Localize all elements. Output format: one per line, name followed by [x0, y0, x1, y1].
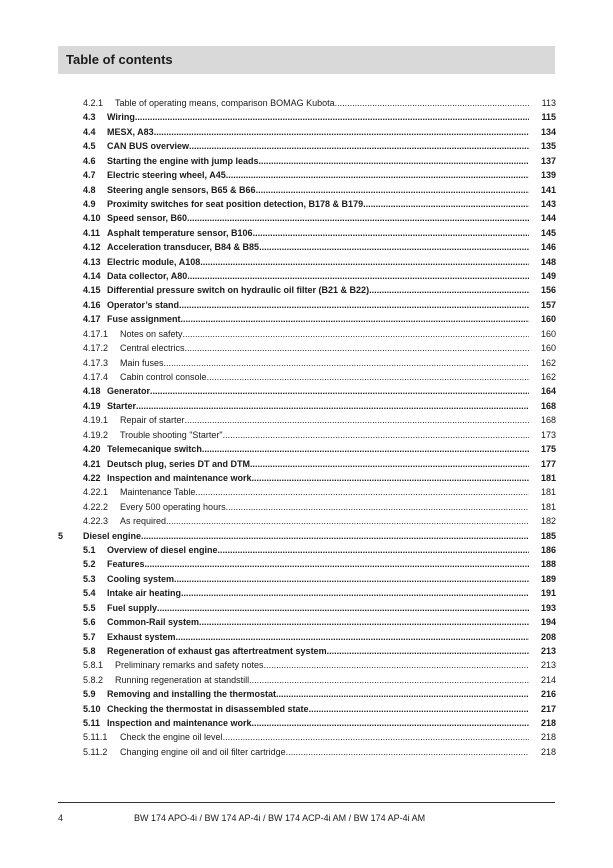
- toc-entry[interactable]: [0, 283, 613, 297]
- toc-title-leader: [107, 442, 529, 456]
- toc-title: Trouble shooting "Starter": [120, 429, 223, 440]
- toc-entry[interactable]: [0, 543, 613, 557]
- toc-title-leader: [120, 730, 529, 744]
- toc-title: Table of operating means, comparison BOMAG Kubota: [115, 98, 335, 108]
- toc-title-leader: [107, 702, 529, 716]
- toc-title: Regeneration of exhaust gas aftertreatment system: [107, 645, 327, 656]
- toc-section-number: 4.12: [83, 242, 101, 253]
- toc-entry[interactable]: [0, 168, 613, 182]
- toc-section-number: 5.7: [83, 631, 96, 642]
- toc-title: Inspection and maintenance work: [107, 472, 252, 483]
- toc-title: Steering angle sensors, B65 & B66: [107, 184, 256, 195]
- toc-page-number: 191: [540, 588, 556, 599]
- toc-page-number: 160: [540, 343, 556, 354]
- toc-page-number: 181: [540, 501, 556, 512]
- toc-title-leader: [107, 269, 529, 283]
- dot-leader: [183, 327, 529, 341]
- toc-title: Wiring: [107, 112, 135, 123]
- toc-title-leader: [115, 673, 529, 687]
- dot-leader: [145, 557, 529, 571]
- toc-title: CAN BUS overview: [107, 141, 190, 152]
- toc-title-leader: [107, 399, 529, 413]
- toc-title: Common-Rail system: [107, 617, 200, 628]
- toc-entry[interactable]: [0, 630, 613, 644]
- page-title: Table of contents: [66, 52, 173, 67]
- dot-leader: [136, 399, 529, 413]
- dot-leader: [259, 240, 529, 254]
- toc-title-leader: [107, 139, 529, 153]
- dot-leader: [176, 630, 529, 644]
- dot-leader: [141, 529, 529, 543]
- toc-page-number: 214: [540, 674, 556, 685]
- toc-title-leader: [120, 370, 529, 384]
- toc-section-number: 5.8.1: [83, 660, 104, 671]
- toc-entry[interactable]: [0, 557, 613, 571]
- toc-section-number: 4.15: [83, 285, 101, 296]
- toc-section-number: 4.16: [83, 299, 101, 310]
- toc-entry[interactable]: [0, 197, 613, 211]
- dot-leader: [185, 341, 529, 355]
- toc-page-number: 217: [540, 703, 556, 714]
- toc-section-number: 4.22.1: [83, 487, 109, 498]
- toc-title-leader: [107, 572, 529, 586]
- toc-page-number: 177: [540, 458, 556, 469]
- toc-title: Fuel supply: [107, 602, 158, 613]
- toc-section-number: 5.8.2: [83, 674, 104, 685]
- toc-section-number: 4.20: [83, 444, 101, 455]
- toc-entry[interactable]: [0, 341, 613, 355]
- toc-title-leader: [107, 154, 529, 168]
- toc-title-leader: [107, 211, 529, 225]
- toc-entry[interactable]: [0, 529, 613, 543]
- toc-section-number: 4.11: [83, 227, 101, 238]
- dot-leader: [286, 745, 529, 759]
- toc-page-number: 139: [540, 170, 556, 181]
- toc-page-number: 216: [540, 689, 556, 700]
- toc-entry[interactable]: [0, 255, 613, 269]
- toc-title-leader: [107, 630, 529, 644]
- footer-divider: [58, 802, 555, 803]
- dot-leader: [223, 428, 529, 442]
- toc-entry[interactable]: [0, 716, 613, 730]
- toc-title-leader: [107, 255, 529, 269]
- toc-title-leader: [83, 529, 529, 543]
- dot-leader: [223, 730, 529, 744]
- toc-title-leader: [107, 110, 529, 124]
- dot-leader: [187, 269, 529, 283]
- toc-title: Starting the engine with jump leads: [107, 155, 259, 166]
- toc-page-number: 137: [540, 155, 556, 166]
- toc-entry[interactable]: [0, 384, 613, 398]
- toc-page-number: 162: [540, 357, 556, 368]
- toc-page-number: 160: [540, 328, 556, 339]
- toc-title-leader: [120, 341, 529, 355]
- dot-leader: [276, 687, 529, 701]
- toc-section-number: 4.7: [83, 170, 96, 181]
- dot-leader: [253, 226, 529, 240]
- dot-leader: [135, 110, 529, 124]
- toc-page-number: 115: [541, 112, 556, 123]
- toc-title-leader: [107, 240, 529, 254]
- toc-entry[interactable]: [0, 745, 613, 759]
- toc-title: Proximity switches for seat position detection, B178 & B179: [107, 198, 364, 209]
- toc-title: Differential pressure switch on hydraulic oil filter (B21 & B22): [107, 285, 370, 296]
- toc-title-leader: [107, 384, 529, 398]
- toc-title: Main fuses: [120, 357, 164, 368]
- toc-page-number: 181: [540, 487, 556, 498]
- dot-leader: [259, 154, 529, 168]
- toc-title-leader: [120, 327, 529, 341]
- toc-section-number: 5.6: [83, 617, 96, 628]
- toc-section-number: 4.19.1: [83, 415, 109, 426]
- toc-title: Fuse assignment: [107, 314, 181, 325]
- toc-section-number: 4.17.1: [83, 328, 109, 339]
- toc-entry[interactable]: [0, 615, 613, 629]
- toc-title-leader: [107, 168, 529, 182]
- toc-page-number: 193: [540, 602, 556, 613]
- toc-title-leader: [120, 356, 529, 370]
- toc-entry[interactable]: [0, 457, 613, 471]
- toc-page-number: 160: [540, 314, 556, 325]
- dot-leader: [179, 298, 529, 312]
- dot-leader: [249, 673, 529, 687]
- toc-page-number: 135: [540, 141, 556, 152]
- toc-title-leader: [120, 500, 529, 514]
- toc-section-number: 4.18: [83, 386, 101, 397]
- toc-section-number: 5.1: [83, 545, 96, 556]
- toc-section-number: 4.22: [83, 472, 101, 483]
- toc-page-number: 186: [540, 545, 556, 556]
- toc-section-number: 4.4: [83, 126, 96, 137]
- toc-title-leader: [107, 543, 529, 557]
- toc-title: Checking the thermostat in disassembled state: [107, 703, 309, 714]
- toc-page-number: 113: [541, 98, 556, 108]
- toc-title-leader: [107, 557, 529, 571]
- dot-leader: [252, 471, 529, 485]
- dot-leader: [256, 183, 529, 197]
- toc-entry[interactable]: [0, 687, 613, 701]
- toc-title-leader: [107, 226, 529, 240]
- toc-title: Starter: [107, 400, 137, 411]
- toc-title-leader: [115, 96, 529, 110]
- toc-page-number: 168: [540, 415, 556, 426]
- toc-entry[interactable]: [0, 211, 613, 225]
- dot-leader: [363, 197, 529, 211]
- toc-section-number: 4.5: [83, 141, 96, 152]
- toc-entry[interactable]: [0, 658, 613, 672]
- toc-title-leader: [107, 687, 529, 701]
- toc-entry[interactable]: [0, 269, 613, 283]
- dot-leader: [199, 615, 529, 629]
- toc-title: Deutsch plug, series DT and DTM: [107, 458, 251, 469]
- toc-entry[interactable]: [0, 586, 613, 600]
- toc-section-number: 4.17: [83, 314, 101, 325]
- toc-page-number: 148: [540, 256, 556, 267]
- toc-title-leader: [107, 183, 529, 197]
- dot-leader: [174, 572, 529, 586]
- toc-page-number: 149: [540, 271, 556, 282]
- toc-section-number: 4.2.1: [83, 98, 104, 108]
- toc-entry[interactable]: [0, 298, 613, 312]
- dot-leader: [226, 168, 529, 182]
- toc-title: Preliminary remarks and safety notes: [115, 660, 264, 671]
- toc-section-number: 4.13: [83, 256, 101, 267]
- toc-entry[interactable]: [0, 601, 613, 615]
- toc-entry[interactable]: [0, 413, 613, 427]
- toc-section-number: 4.22.3: [83, 516, 109, 527]
- toc-title: Removing and installing the thermostat: [107, 689, 277, 700]
- toc-section-number: 5.11.1: [83, 732, 108, 743]
- toc-page-number: 162: [540, 371, 556, 382]
- toc-entry[interactable]: [0, 110, 613, 124]
- toc-title: Inspection and maintenance work: [107, 718, 252, 729]
- toc-section-number: 4.9: [83, 198, 96, 209]
- toc-title: Repair of starter: [120, 415, 185, 426]
- toc-section-number: 5.11.2: [83, 746, 108, 757]
- toc-title: Changing engine oil and oil filter cartridge: [120, 746, 286, 757]
- dot-leader: [187, 211, 529, 225]
- toc-entry[interactable]: [0, 471, 613, 485]
- toc-page-number: 168: [540, 400, 556, 411]
- toc-page-number: 157: [540, 299, 556, 310]
- toc-entry[interactable]: [0, 673, 613, 687]
- toc-section-number: 4.17.3: [83, 357, 109, 368]
- toc-title-leader: [120, 485, 529, 499]
- toc-page-number: 145: [540, 227, 556, 238]
- toc-entry[interactable]: [0, 485, 613, 499]
- toc-page-number: 173: [540, 429, 556, 440]
- toc-entry[interactable]: [0, 240, 613, 254]
- toc-title-leader: [120, 428, 529, 442]
- toc-title: Exhaust system: [107, 631, 176, 642]
- dot-leader: [181, 312, 529, 326]
- toc-title: Intake air heating: [107, 588, 182, 599]
- toc-title: Cooling system: [107, 573, 175, 584]
- toc-page-number: 189: [540, 573, 556, 584]
- toc-page-number: 144: [540, 213, 556, 224]
- toc-entry[interactable]: [0, 514, 613, 528]
- toc-page-number: 164: [540, 386, 556, 397]
- toc-title: Maintenance Table: [120, 487, 196, 498]
- toc-section-number: 4.8: [83, 184, 96, 195]
- toc-entry[interactable]: [0, 730, 613, 744]
- dot-leader: [327, 644, 529, 658]
- toc-entry[interactable]: [0, 442, 613, 456]
- dot-leader: [164, 356, 529, 370]
- toc-title: As required: [120, 516, 167, 527]
- toc-page-number: 156: [540, 285, 556, 296]
- toc-page-number: 185: [540, 530, 556, 541]
- toc-section-number: 5.4: [83, 588, 96, 599]
- toc-page-number: 175: [540, 444, 556, 455]
- toc-page-number: 134: [540, 126, 556, 137]
- dot-leader: [218, 543, 529, 557]
- toc-page-number: 182: [540, 516, 556, 527]
- toc-title: Check the engine oil level: [120, 732, 223, 743]
- dot-leader: [200, 255, 529, 269]
- footer-model-names: BW 174 APO-4i / BW 174 AP-4i / BW 174 ACP-4i AM / BW 174 AP-4i AM: [134, 813, 426, 823]
- dot-leader: [264, 658, 529, 672]
- dot-leader: [252, 716, 529, 730]
- dot-leader: [181, 586, 529, 600]
- dot-leader: [309, 702, 529, 716]
- toc-title: Telemecanique switch: [107, 444, 202, 455]
- toc-title: Features: [107, 559, 145, 570]
- toc-title-leader: [120, 514, 529, 528]
- toc-title: Overview of diesel engine: [107, 545, 218, 556]
- toc-section-number: 5.5: [83, 602, 96, 613]
- toc-title-leader: [107, 644, 529, 658]
- dot-leader: [226, 500, 529, 514]
- toc-title: Every 500 operating hours: [120, 501, 226, 512]
- toc-section-number: 4.14: [83, 271, 101, 282]
- toc-title: MESX, A83: [107, 126, 154, 137]
- toc-entry[interactable]: [0, 356, 613, 370]
- dot-leader: [250, 457, 529, 471]
- toc-entry[interactable]: [0, 702, 613, 716]
- toc-title-leader: [107, 197, 529, 211]
- dot-leader: [157, 601, 529, 615]
- toc-title-leader: [115, 658, 529, 672]
- toc-entry[interactable]: [0, 154, 613, 168]
- toc-title: Generator: [107, 386, 151, 397]
- toc-section-number: 4.19.2: [83, 429, 109, 440]
- dot-leader: [369, 283, 529, 297]
- toc-section-number: 5.11: [83, 718, 101, 729]
- toc-page-number: 194: [540, 617, 556, 628]
- toc-title: Acceleration transducer, B84 & B85: [107, 242, 260, 253]
- toc-title-leader: [107, 298, 529, 312]
- toc-title: Data collector, A80: [107, 271, 188, 282]
- toc-title-leader: [120, 413, 529, 427]
- toc-section-number: 4.21: [83, 458, 101, 469]
- toc-page-number: 218: [540, 732, 556, 743]
- toc-title-leader: [107, 586, 529, 600]
- toc-entry[interactable]: [0, 312, 613, 326]
- toc-section-number: 4.17.2: [83, 343, 109, 354]
- toc-page-number: 146: [540, 242, 556, 253]
- section-header-bar: [58, 46, 555, 74]
- toc-title-leader: [107, 457, 529, 471]
- toc-section-number: 4.22.2: [83, 501, 109, 512]
- dot-leader: [185, 413, 529, 427]
- toc-section-number: 5.2: [83, 559, 96, 570]
- toc-page-number: 143: [540, 198, 556, 209]
- toc-title: Operator’s stand: [107, 299, 180, 310]
- dot-leader: [335, 96, 529, 110]
- toc-section-number: 5.9: [83, 689, 96, 700]
- toc-entry[interactable]: [0, 96, 613, 110]
- toc-page-number: 218: [540, 718, 556, 729]
- dot-leader: [166, 514, 529, 528]
- toc-section-number: 4.10: [83, 213, 101, 224]
- toc-entry[interactable]: [0, 183, 613, 197]
- toc-title-leader: [120, 745, 529, 759]
- dot-leader: [195, 485, 529, 499]
- toc-page-number: 218: [540, 746, 556, 757]
- toc-title: Electric steering wheel, A45: [107, 170, 226, 181]
- toc-entry[interactable]: [0, 226, 613, 240]
- toc-title-leader: [107, 601, 529, 615]
- toc-page-number: 208: [540, 631, 556, 642]
- toc-section-number: 4.3: [83, 112, 96, 123]
- toc-section-number: 5.3: [83, 573, 96, 584]
- toc-title: Notes on safety: [120, 328, 183, 339]
- dot-leader: [207, 370, 529, 384]
- toc-title: Asphalt temperature sensor, B106: [107, 227, 253, 238]
- toc-page-number: 181: [540, 472, 556, 483]
- toc-title-leader: [107, 716, 529, 730]
- toc-title: Central electrics: [120, 343, 185, 354]
- dot-leader: [189, 139, 529, 153]
- dot-leader: [154, 125, 529, 139]
- toc-title: Speed sensor, B60: [107, 213, 188, 224]
- dot-leader: [202, 442, 529, 456]
- toc-chapter-number: 5: [58, 530, 64, 541]
- toc-section-number: 4.19: [83, 400, 101, 411]
- toc-section-number: 4.17.4: [83, 371, 109, 382]
- toc-page-number: 141: [540, 184, 556, 195]
- toc-section-number: 5.8: [83, 645, 96, 656]
- toc-page-number: 213: [540, 645, 556, 656]
- dot-leader: [150, 384, 529, 398]
- toc-title-leader: [107, 471, 529, 485]
- toc-page-number: 213: [540, 660, 556, 671]
- toc-section-number: 4.6: [83, 155, 96, 166]
- toc-entry[interactable]: [0, 500, 613, 514]
- toc-entry[interactable]: [0, 370, 613, 384]
- toc-entry[interactable]: [0, 327, 613, 341]
- toc-title: Running regeneration at standstill: [115, 674, 250, 685]
- toc-entry[interactable]: [0, 125, 613, 139]
- toc-title-leader: [107, 615, 529, 629]
- toc-entry[interactable]: [0, 139, 613, 153]
- toc-section-number: 5.10: [83, 703, 101, 714]
- toc-entry[interactable]: [0, 428, 613, 442]
- toc-title-leader: [107, 125, 529, 139]
- toc-entry[interactable]: [0, 572, 613, 586]
- footer-page-number: 4: [58, 813, 64, 823]
- toc-title: Electric module, A108: [107, 256, 201, 267]
- toc-entry[interactable]: [0, 644, 613, 658]
- toc-page-number: 188: [540, 559, 556, 570]
- toc-title-leader: [107, 312, 529, 326]
- toc-entry[interactable]: [0, 399, 613, 413]
- toc-title: Cabin control console: [120, 371, 207, 382]
- toc-title-leader: [107, 283, 529, 297]
- toc-title: Diesel engine: [83, 530, 142, 541]
